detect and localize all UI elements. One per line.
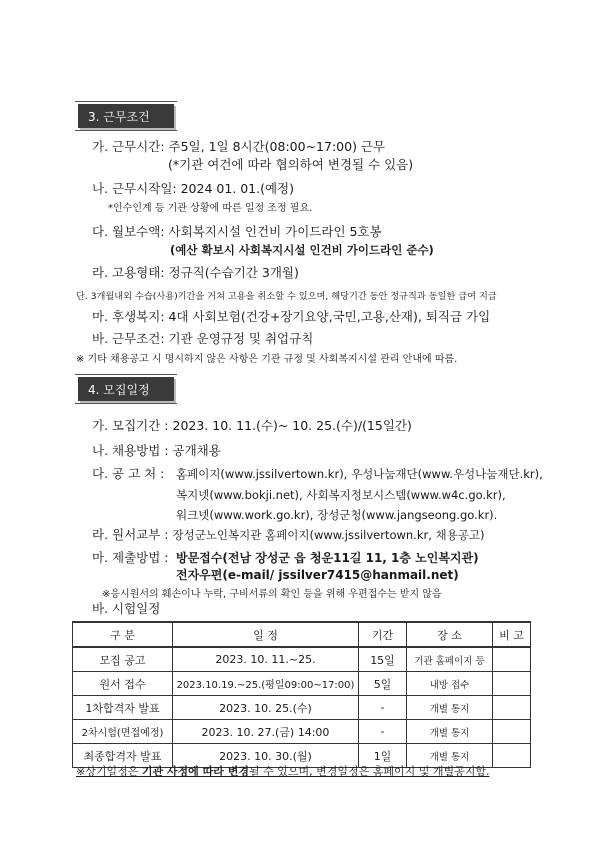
cell-venue: 개별 통지 — [407, 720, 493, 744]
employment-type-note: 단. 3개월내외 수습(사용)기간을 거쳐 고용을 취소할 수 있으며, 해당기간 동안 정규직과 동일한 급여 지급 — [76, 291, 497, 302]
start-date-line — [92, 181, 294, 197]
application-form-label: 라. 원서교부 : — [92, 527, 169, 542]
header-schedule: 일 정 — [173, 622, 359, 647]
notice-line-2: 복지넷(www.bokji.net), 사회복지정보시스템(www.w4c.go.kr), — [176, 488, 506, 502]
note-emphasis: 기관 사정에 따라 변경 — [141, 765, 249, 778]
table-row — [73, 720, 531, 744]
salary-value: 사회복지시설 인건비 가이드라인 5호봉 — [168, 224, 382, 239]
welfare-line — [92, 309, 490, 325]
cell-venue: 개별 통지 — [407, 744, 493, 768]
table-header-row — [73, 622, 531, 647]
cell-duration: - — [359, 720, 407, 744]
cell-schedule: 2023. 10. 25.(수) — [173, 696, 359, 720]
cell-category: 최종합격자 발표 — [73, 744, 173, 768]
submission-method-label: 마. 제출방법 : — [92, 550, 169, 565]
table-row — [73, 696, 531, 720]
header-duration: 기간 — [359, 622, 407, 647]
cell-duration: - — [359, 696, 407, 720]
cell-schedule: 2023.10.19.~25.(평일09:00~17:00) — [173, 672, 359, 696]
employment-type-line — [92, 265, 299, 281]
cell-category: 1차합격자 발표 — [73, 696, 173, 720]
application-form-line — [92, 527, 484, 543]
cell-remarks — [493, 647, 531, 672]
work-condition-value: 기관 운영규정 및 취업규칙 — [168, 331, 314, 346]
section-3-title: 3. 근무조건 — [88, 109, 150, 124]
note-prefix: ※상기일정은 — [76, 765, 142, 778]
hiring-method-value: 공개채용 — [172, 443, 221, 458]
cell-duration: 1일 — [359, 744, 407, 768]
work-hours-note: (*기관 여건에 따라 협의하여 변경될 수 있음) — [168, 157, 414, 172]
cell-venue: 내방 접수 — [407, 672, 493, 696]
salary-line — [92, 224, 382, 240]
section-4-header — [78, 377, 174, 401]
cell-remarks — [493, 720, 531, 744]
salary-note: (예산 확보시 사회복지시설 인건비 가이드라인 준수) — [170, 243, 434, 257]
section-4-title: 4. 모집일정 — [88, 382, 150, 397]
work-condition-line — [92, 331, 313, 347]
welfare-value: 4대 사회보험(건강+장기요양,국민,고용,산재), 퇴직금 가입 — [168, 309, 491, 324]
submission-method-value-2: 전자우편(e-mail/ jssilver7415@hanmail.net) — [176, 568, 459, 582]
start-date-label: 나. 근무시작일: — [92, 181, 177, 196]
cell-schedule: 2023. 10. 27.(금) 14:00 — [173, 720, 359, 744]
exam-schedule-table — [72, 621, 531, 768]
notice-label: 다. 공 고 처 : — [92, 466, 165, 481]
section-3-footnote: ※ 기타 채용공고 시 명시하지 않은 사항은 기관 규정 및 사회복지시설 관리 안내에 따름. — [76, 354, 458, 365]
notice-line-1: 홈페이지(www.jssilvertown.kr), 우성나눔재단(www.우성나눔재단.kr), — [176, 467, 543, 481]
cell-schedule: 2023. 10. 11.~25. — [173, 647, 359, 672]
recruit-period-label: 가. 모집기간 : — [92, 418, 169, 433]
exam-schedule-label: 바. 시험일정 — [92, 601, 161, 616]
header-venue: 장 소 — [407, 622, 493, 647]
table-row — [73, 647, 531, 672]
note-suffix: 될 수 있으며, 변경일정은 홈페이지 및 개별공지함. — [248, 765, 490, 778]
section-3-header — [78, 104, 174, 128]
submission-note: ※응시원서의 훼손이나 누락, 구비서류의 확인 등을 위해 우편접수는 받지 않음 — [102, 589, 442, 600]
cell-duration: 5일 — [359, 672, 407, 696]
recruit-period-value: 2023. 10. 11.(수)~ 10. 25.(수)/(15일간) — [172, 418, 412, 433]
work-condition-label: 바. 근무조건: — [92, 331, 165, 346]
header-category: 구 분 — [73, 622, 173, 647]
salary-label: 다. 월보수액: — [92, 224, 165, 239]
employment-type-value: 정규직(수습기간 3개월) — [168, 265, 299, 280]
notice-line-3: 워크넷(www.work.go.kr), 장성군청(www.jangseong.go.kr). — [176, 508, 498, 522]
recruit-period-line — [92, 418, 412, 434]
table-row — [73, 672, 531, 696]
cell-duration: 15일 — [359, 647, 407, 672]
cell-remarks — [493, 696, 531, 720]
work-hours-value: 주5일, 1일 8시간(08:00~17:00) 근무 — [168, 139, 386, 154]
welfare-label: 마. 후생복지: — [92, 309, 165, 324]
cell-schedule: 2023. 10. 30.(월) — [173, 744, 359, 768]
cell-category: 원서 접수 — [73, 672, 173, 696]
hiring-method-label: 나. 채용방법 : — [92, 443, 169, 458]
application-form-value: 장성군노인복지관 홈페이지(www.jssilvertown.kr, 채용공고) — [172, 528, 485, 542]
submission-method-value-1: 방문접수(전남 장성군 읍 청운11길 11, 1층 노인복지관) — [176, 551, 479, 565]
hiring-method-line — [92, 443, 221, 459]
cell-remarks — [493, 744, 531, 768]
cell-category: 모집 공고 — [73, 647, 173, 672]
cell-remarks — [493, 672, 531, 696]
start-date-value: 2024 01. 01.(예정) — [180, 181, 295, 196]
work-hours-label: 가. 근무시간: — [92, 139, 165, 154]
employment-type-label: 라. 고용형태: — [92, 265, 165, 280]
cell-category: 2차시험(면접예정) — [73, 720, 173, 744]
start-date-note: *인수인계 등 기관 상황에 따른 일정 조정 필요. — [108, 203, 313, 214]
cell-venue: 개별 통지 — [407, 696, 493, 720]
cell-venue: 기관 홈페이지 등 — [407, 647, 493, 672]
schedule-change-note — [76, 763, 489, 779]
header-remarks: 비 고 — [493, 622, 531, 647]
work-hours-line — [92, 139, 385, 155]
